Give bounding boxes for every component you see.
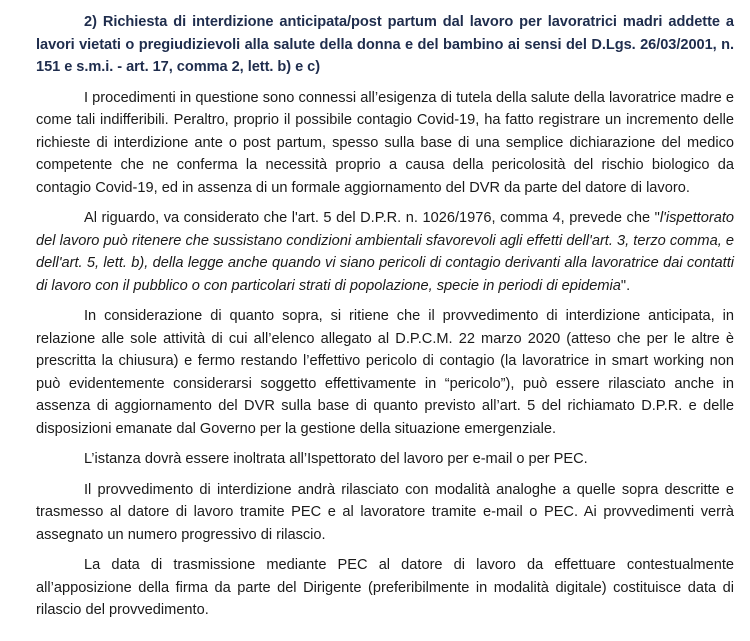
section-heading: 2) Richiesta di interdizione anticipata/post partum dal lavoro per lavoratrici madri addette a lavori vietati o pregiudizievoli alla salute della donna e del bambino ai sensi del D.Lgs. 26/03/2001, n. 151 e s.m.i. - art. 17, comma 2, lett. b) e c): [36, 14, 734, 75]
paragraph-dpr-intro: Al riguardo, va considerato che l'art. 5 del D.P.R. n. 1026/1976, comma 4, prevede che ": [84, 210, 660, 226]
paragraph-dpr-reference: [36, 207, 734, 297]
paragraph-submission: L’istanza dovrà essere inoltrata all’Ispettorato del lavoro per e-mail o per PEC.: [84, 451, 588, 467]
dpr-quotation: l'ispettorato del lavoro può ritenere che sussistano condizioni ambientali sfavorevoli agli effetti dell'art. 3, terzo comma, e dell'art. 5, lett. b), della legge anche quando vi siano pericoli di contagio derivanti alla lavoratrice dai contatti di lavoro con il pubblico o con particolari strati di popolazione, specie in periodi di epidemia: [36, 210, 734, 294]
paragraph-dpr-end: ".: [620, 277, 631, 294]
paragraph-considerations: In considerazione di quanto sopra, si ritiene che il provvedimento di interdizione anticipata, in relazione alle sole attività di cui all’elenco allegato al D.P.C.M. 22 marzo 2020 (atteso che per le altre è prescritta la chiusura) e fermo restando l’effettivo pericolo di contagio (la lavoratrice in smart working non può evidentemente considerarsi soggetto effettivamente in “pericolo”), può essere rilasciato anche in assenza di aggiornamento del DVR sulla base di quanto previsto all’art. 5 del richiamato D.P.R. e delle disposizioni emanate dal Governo per la gestione della situazione emergenziale.: [36, 308, 734, 437]
paragraph-transmission-date: La data di trasmissione mediante PEC al datore di lavoro da effettuare contestualmente all’apposizione della firma da parte del Dirigente (preferibilmente in modalità digitale) costituisce data di rilascio del provvedimento.: [36, 557, 734, 618]
paragraph-issuance: Il provvedimento di interdizione andrà rilasciato con modalità analoghe a quelle sopra descritte e trasmesso al datore di lavoro tramite PEC e al lavoratore tramite e-mail o PEC. Ai provvedimenti verrà assegnato un numero progressivo di rilascio.: [36, 481, 734, 543]
paragraph-procedures: I procedimenti in questione sono connessi all’esigenza di tutela della salute della lavoratrice madre e come tali indifferibili. Peraltro, proprio il possibile contagio Covid-19, ha fatto registrare un incremento delle richieste di interdizione ante o post partum, spesso sulla base di una semplice dichiarazione del medico competente che ne conferma la necessità proprio a causa della pericolosità del rischio biologico da contagio Covid-19, ed in assenza di un formale aggiornamento del DVR da parte del datore di lavoro.: [36, 89, 734, 196]
